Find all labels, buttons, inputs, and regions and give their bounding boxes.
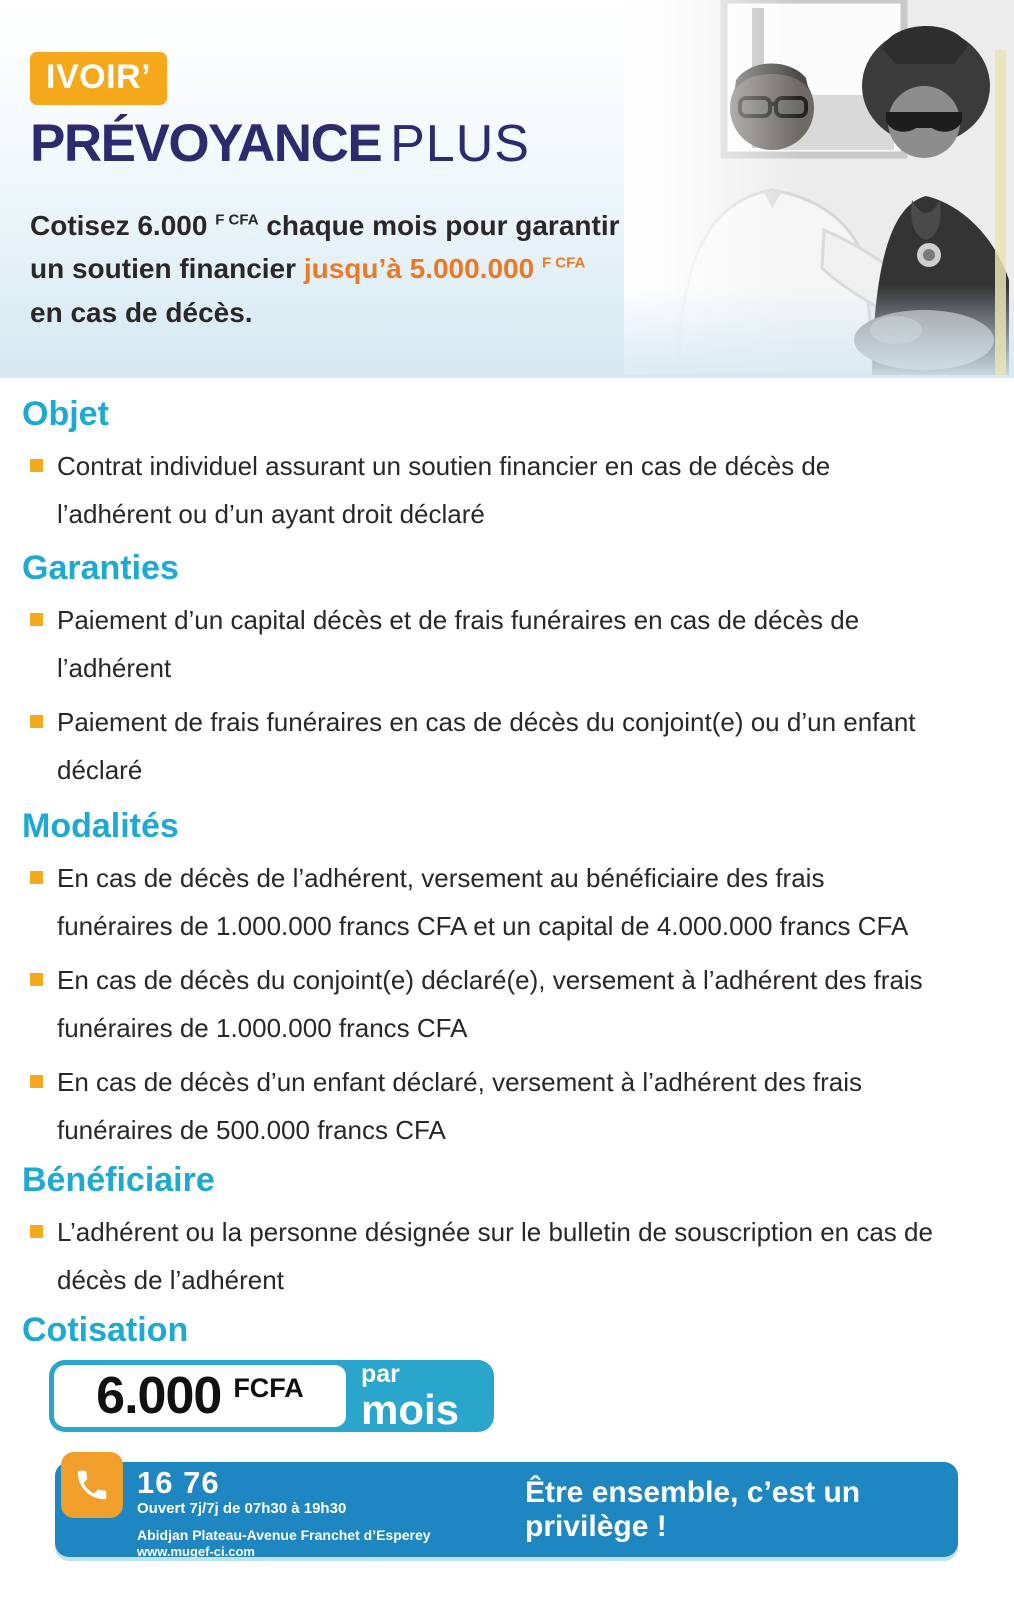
section-heading-modalites: Modalités [22, 807, 179, 845]
list-item [30, 854, 1014, 950]
currency-sup: F CFA [215, 211, 259, 229]
tagline-amount-highlight: jusqu’à 5.000.000 [303, 253, 535, 285]
bullet-square-icon [30, 973, 43, 986]
flyer-body [0, 378, 1014, 1432]
photo-fade [624, 285, 1014, 375]
price-amount: 6.000 [96, 1367, 222, 1425]
list-item [30, 596, 1014, 692]
list-item-text: Paiement de frais funéraires en cas de décès du conjoint(e) ou d’un enfant déclaré [57, 707, 916, 785]
list-item [30, 1208, 1014, 1304]
bullet-square-icon [30, 715, 43, 728]
list-item [30, 442, 1014, 538]
bullet-square-icon [30, 871, 43, 884]
bullet-square-icon [30, 1225, 43, 1238]
address: Abidjan Plateau-Avenue Franchet d’Esperey [137, 1527, 431, 1543]
product-title-light: PLUS [390, 115, 530, 173]
brand-badge: IVOIR’ [30, 52, 167, 105]
tagline [30, 204, 650, 334]
list-item-text: L’adhérent ou la personne désignée sur le bulletin de souscription en cas de décès de l’adhérent [57, 1217, 933, 1295]
product-title [30, 113, 650, 174]
slogan: Être ensemble, c’est un privilège ! [525, 1475, 861, 1543]
list-item-text: Contrat individuel assurant un soutien financier en cas de décès de l’adhérent ou d’un ayant droit déclaré [57, 451, 831, 529]
contact-info [55, 1462, 525, 1557]
tagline-line1: Cotisez 6.000 $^{F CFA}$ chaque mois pour garantir [30, 210, 620, 241]
opening-hours: Ouvert 7j/7j de 07h30 à 19h30 [137, 1500, 347, 1517]
contact-bar [55, 1462, 958, 1557]
website-url: www.mugef-ci.com [137, 1544, 255, 1559]
section-heading-garanties: Garanties [22, 549, 179, 587]
hero-header [0, 0, 1014, 378]
phone-icon [73, 1466, 111, 1504]
list-item [30, 698, 1014, 794]
list-item-text: En cas de décès du conjoint(e) déclaré(e), versement à l’adhérent des frais funéraires de 1.000.000 francs CFA [57, 965, 923, 1043]
phone-icon-box [61, 1452, 123, 1518]
list-item [30, 956, 1014, 1052]
currency-sup: F CFA [541, 255, 586, 273]
list-item-text: En cas de décès de l’adhérent, versement au bénéficiaire des frais funéraires de 1.000.000 francs CFA et un capital de 4.000.000 francs CFA [57, 863, 909, 941]
section-heading-beneficiaire: Bénéficiaire [22, 1161, 215, 1199]
bullet-square-icon [30, 459, 43, 472]
list-item [30, 1058, 1014, 1154]
tagline-line2: un soutien financier jusqu’à 5.000.000 $^{F CFA}$ [30, 253, 586, 285]
hero-photo [624, 0, 1014, 375]
price-amount-box [54, 1365, 346, 1427]
price-period: par mois [361, 1360, 460, 1433]
price-currency: FCFA [233, 1372, 304, 1403]
bullet-square-icon [30, 1075, 43, 1088]
product-title-strong: PRÉVOYANCE [30, 114, 382, 173]
phone-number: 16 76 [137, 1465, 220, 1500]
section-heading-objet: Objet [22, 395, 109, 433]
bullet-square-icon [30, 613, 43, 626]
photo-edge-strip [995, 50, 1006, 375]
hero-text-block [30, 52, 650, 334]
tagline-line3: en cas de décès. [30, 296, 253, 328]
section-heading-cotisation: Cotisation [22, 1311, 189, 1349]
list-item-text: En cas de décès d’un enfant déclaré, versement à l’adhérent des frais funéraires de 500.000 francs CFA [57, 1067, 863, 1145]
list-item-text: Paiement d’un capital décès et de frais funéraires en cas de décès de l’adhérent [57, 605, 860, 683]
price-badge [49, 1360, 494, 1432]
